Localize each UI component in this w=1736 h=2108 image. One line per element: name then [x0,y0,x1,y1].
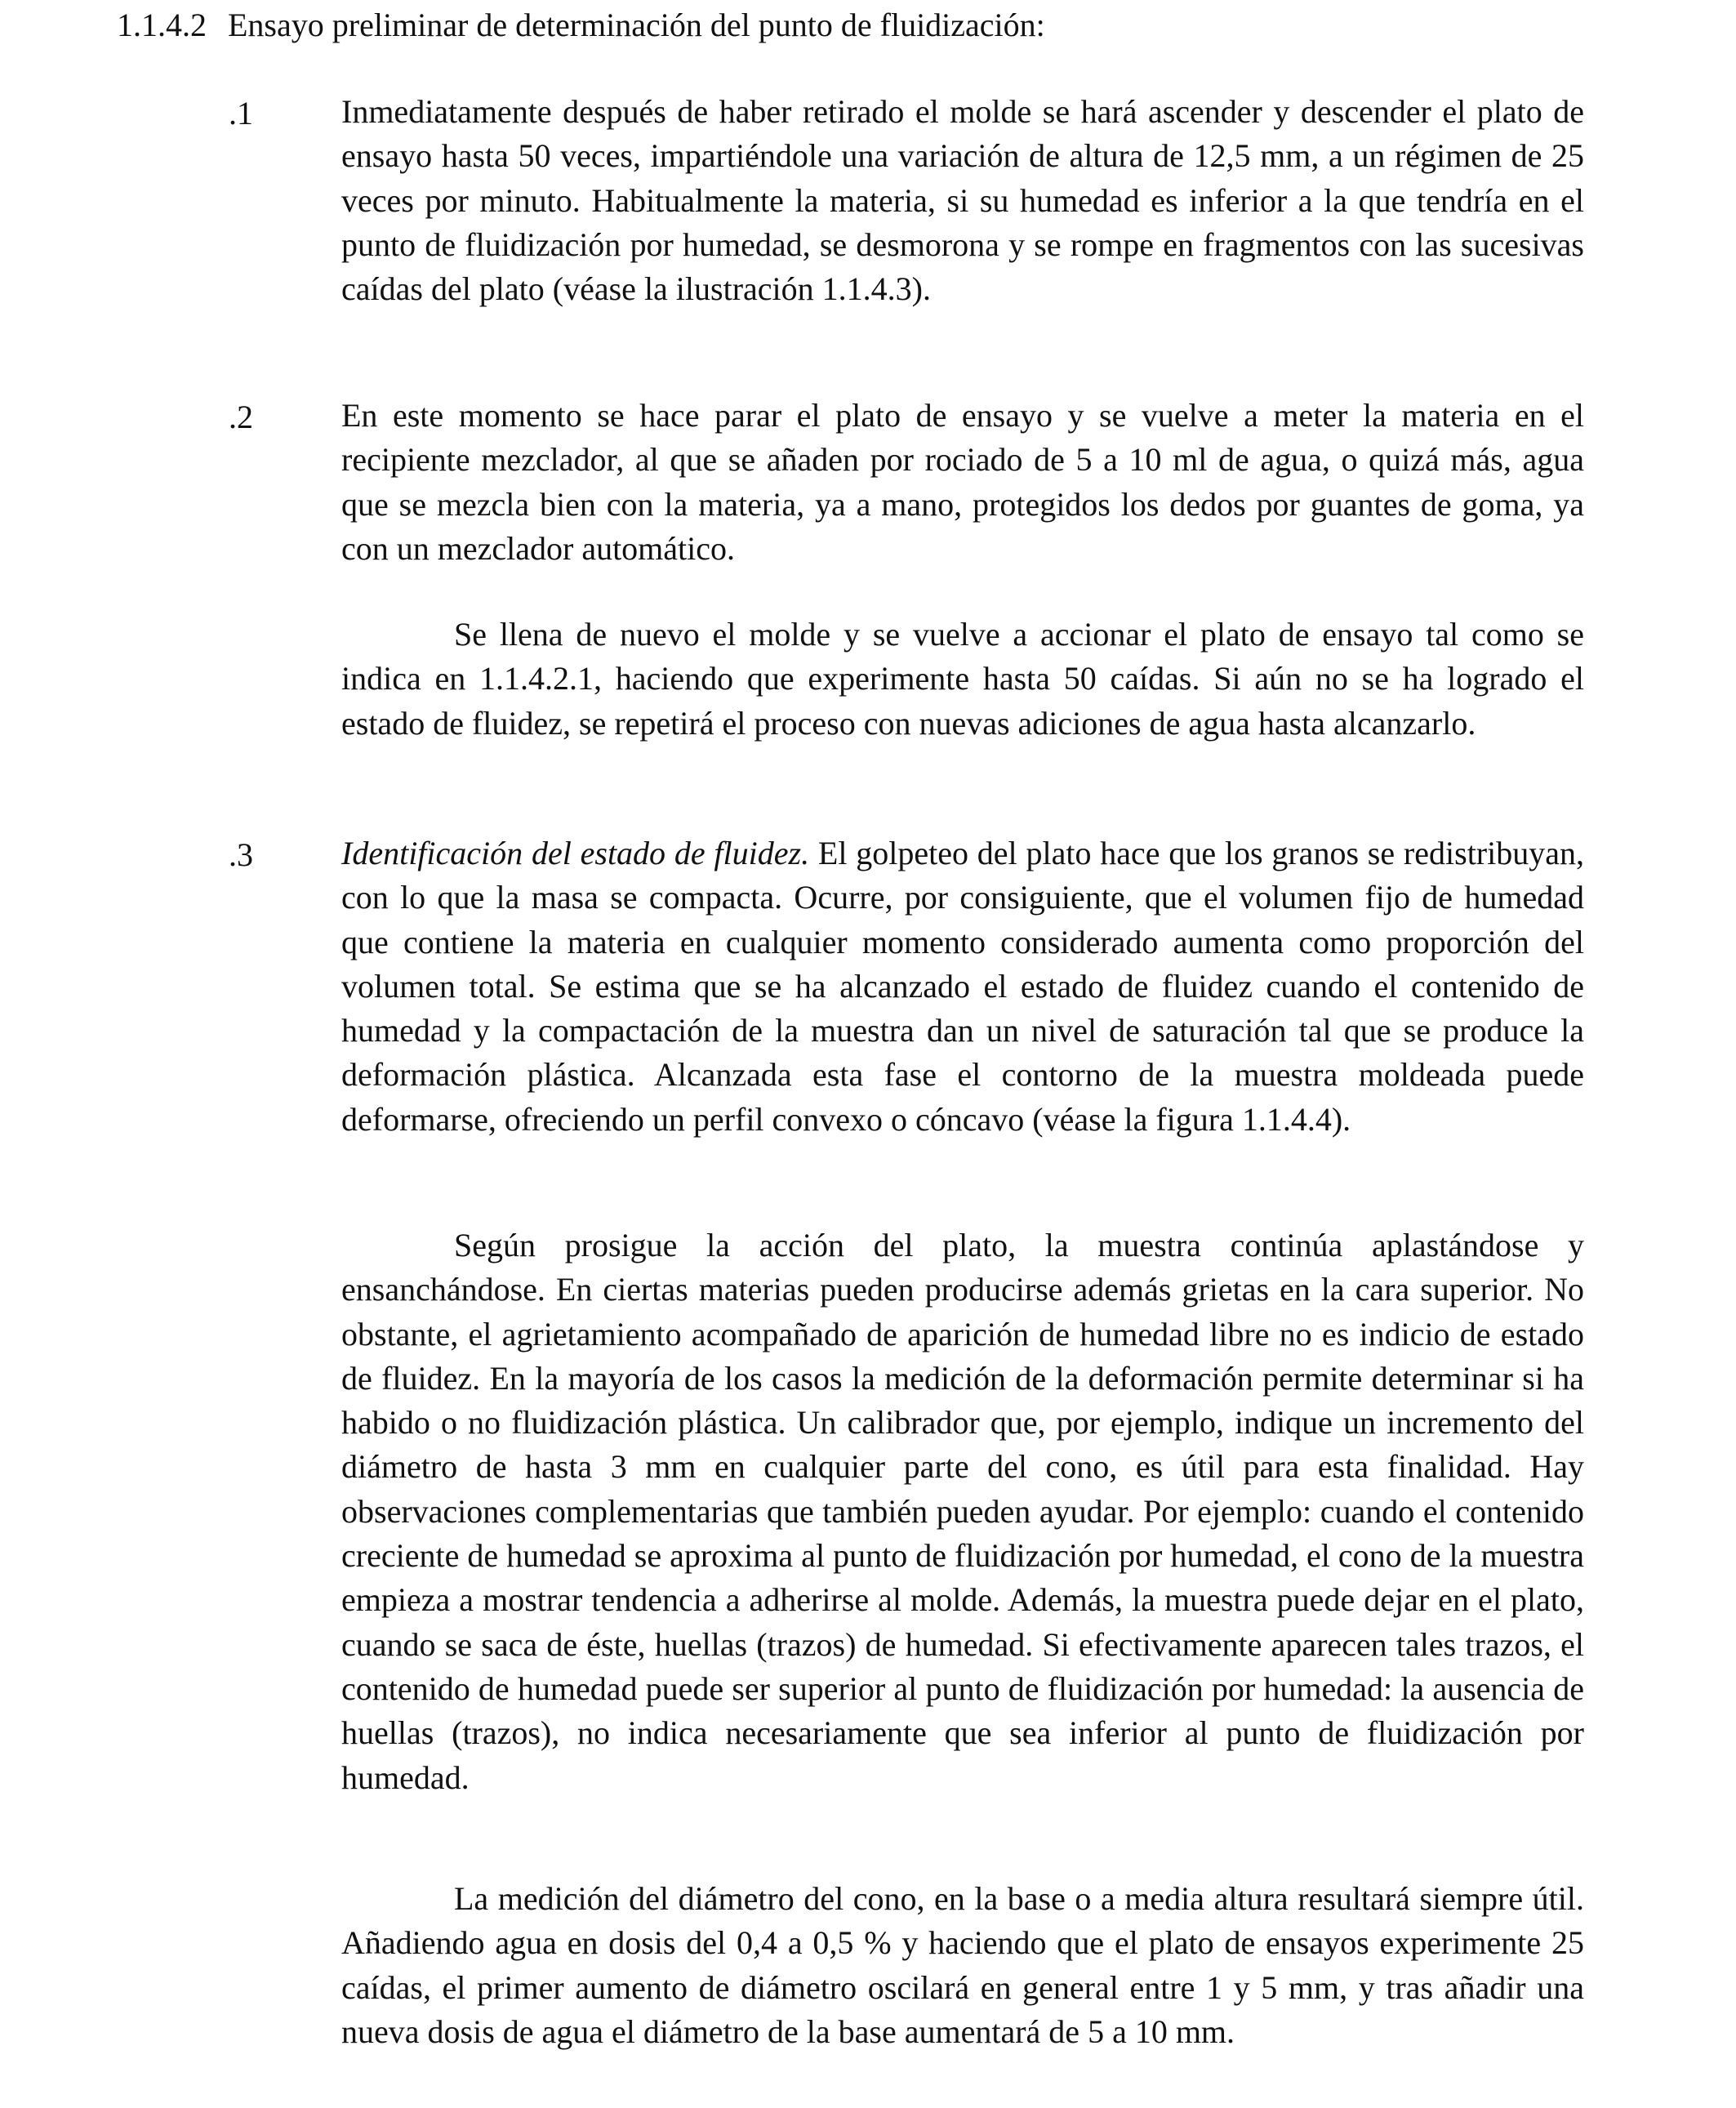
section-number: 1.1.4.2 [117,7,207,43]
item-number: .1 [229,95,253,131]
section-heading [117,3,1045,47]
paragraph: Según prosigue la acción del plato, la muestra continúa aplastándose y ensanchándose. En ciertas materias pueden producirse además grietas en la cara superior. No obstante, el agrietamiento acompañado de aparición de humedad libre no es indicio de estado de fluidez. En la mayoría de los casos la medición de la deformación permite determinar si ha habido o no fluidización plástica. Un calibrador que, por ejemplo, indique un incremento del diámetro de hasta 3 mm en cualquier parte del cono, es útil para esta finalidad. Hay observaciones complementarias que también pueden ayudar. Por ejemplo: cuando el contenido creciente de humedad se aproxima al punto de fluidización por humedad, el cono de la muestra empieza a mostrar tendencia a adherirse al molde. Además, la muestra puede dejar en el plato, cuando se saca de éste, huellas (trazos) de humedad. Si efectivamente aparecen tales trazos, el contenido de humedad puede ser superior al punto de fluidización por humedad: la ausencia de huellas (trazos), no indica necesariamente que sea inferior al punto de fluidización por humedad. [341,1227,1584,1796]
item-number: .3 [229,836,253,873]
paragraph: En este momento se hace parar el plato de ensayo y se vuelve a meter la materia en el recipiente mezclador, al que se añaden por rociado de 5 a 10 ml de agua, o quizá más, agua que se mezcla bien con la materia, ya a mano, protegidos los dedos por guantes de goma, ya con un mezclador automático. [341,397,1584,567]
paragraph: Inmediatamente después de haber retirado el molde se hará ascender y descender el plato de ensayo hasta 50 veces, impartiéndole una variación de altura de 12,5 mm, a un régimen de 25 veces por minuto. Habitualmente la materia, si su humedad es inferior a la que tendría en el punto de fluidización por humedad, se desmorona y se rompe en fragmentos con las sucesivas caídas del plato (véase la ilustración 1.1.4.3). [341,93,1584,308]
item-number: .2 [229,399,253,435]
paragraph-text: El golpeteo del plato hace que los granos se redistribuyan, con lo que la masa se compacta. Ocurre, por consiguiente, que el volumen fijo de humedad que contiene la materia en cualquier momento considerado aumenta como proporción del volumen total. Se estima que se ha alcanzado el estado de fluidez cuando el contenido de humedad y la compactación de la muestra dan un nivel de saturación tal que se produce la deformación plástica. Alcanzada esta fase el contorno de la muestra moldeada puede deformarse, ofreciendo un perfil convexo o cóncavo (véase la figura 1.1.4.4). [341,835,1584,1138]
paragraph [341,831,1584,1142]
italic-lead: Identificación del estado de fluidez. [341,835,810,871]
paragraph: Se llena de nuevo el molde y se vuelve a accionar el plato de ensayo tal como se indica en 1.1.4.2.1, haciendo que experimente hasta 50 caídas. Si aún no se ha logrado el estado de fluidez, se repetirá el proceso con nuevas adiciones de agua hasta alcanzarlo. [341,616,1584,742]
paragraph: La medición del diámetro del cono, en la base o a media altura resultará siempre útil. Añadiendo agua en dosis del 0,4 a 0,5 % y haciendo que el plato de ensayos experimente 25 caídas, el primer aumento de diámetro oscilará en general entre 1 y 5 mm, y tras añadir una nueva dosis de agua el diámetro de la base aumentará de 5 a 10 mm. [341,1880,1584,2050]
section-title: Ensayo preliminar de determinación del punto de fluidización: [228,7,1045,43]
